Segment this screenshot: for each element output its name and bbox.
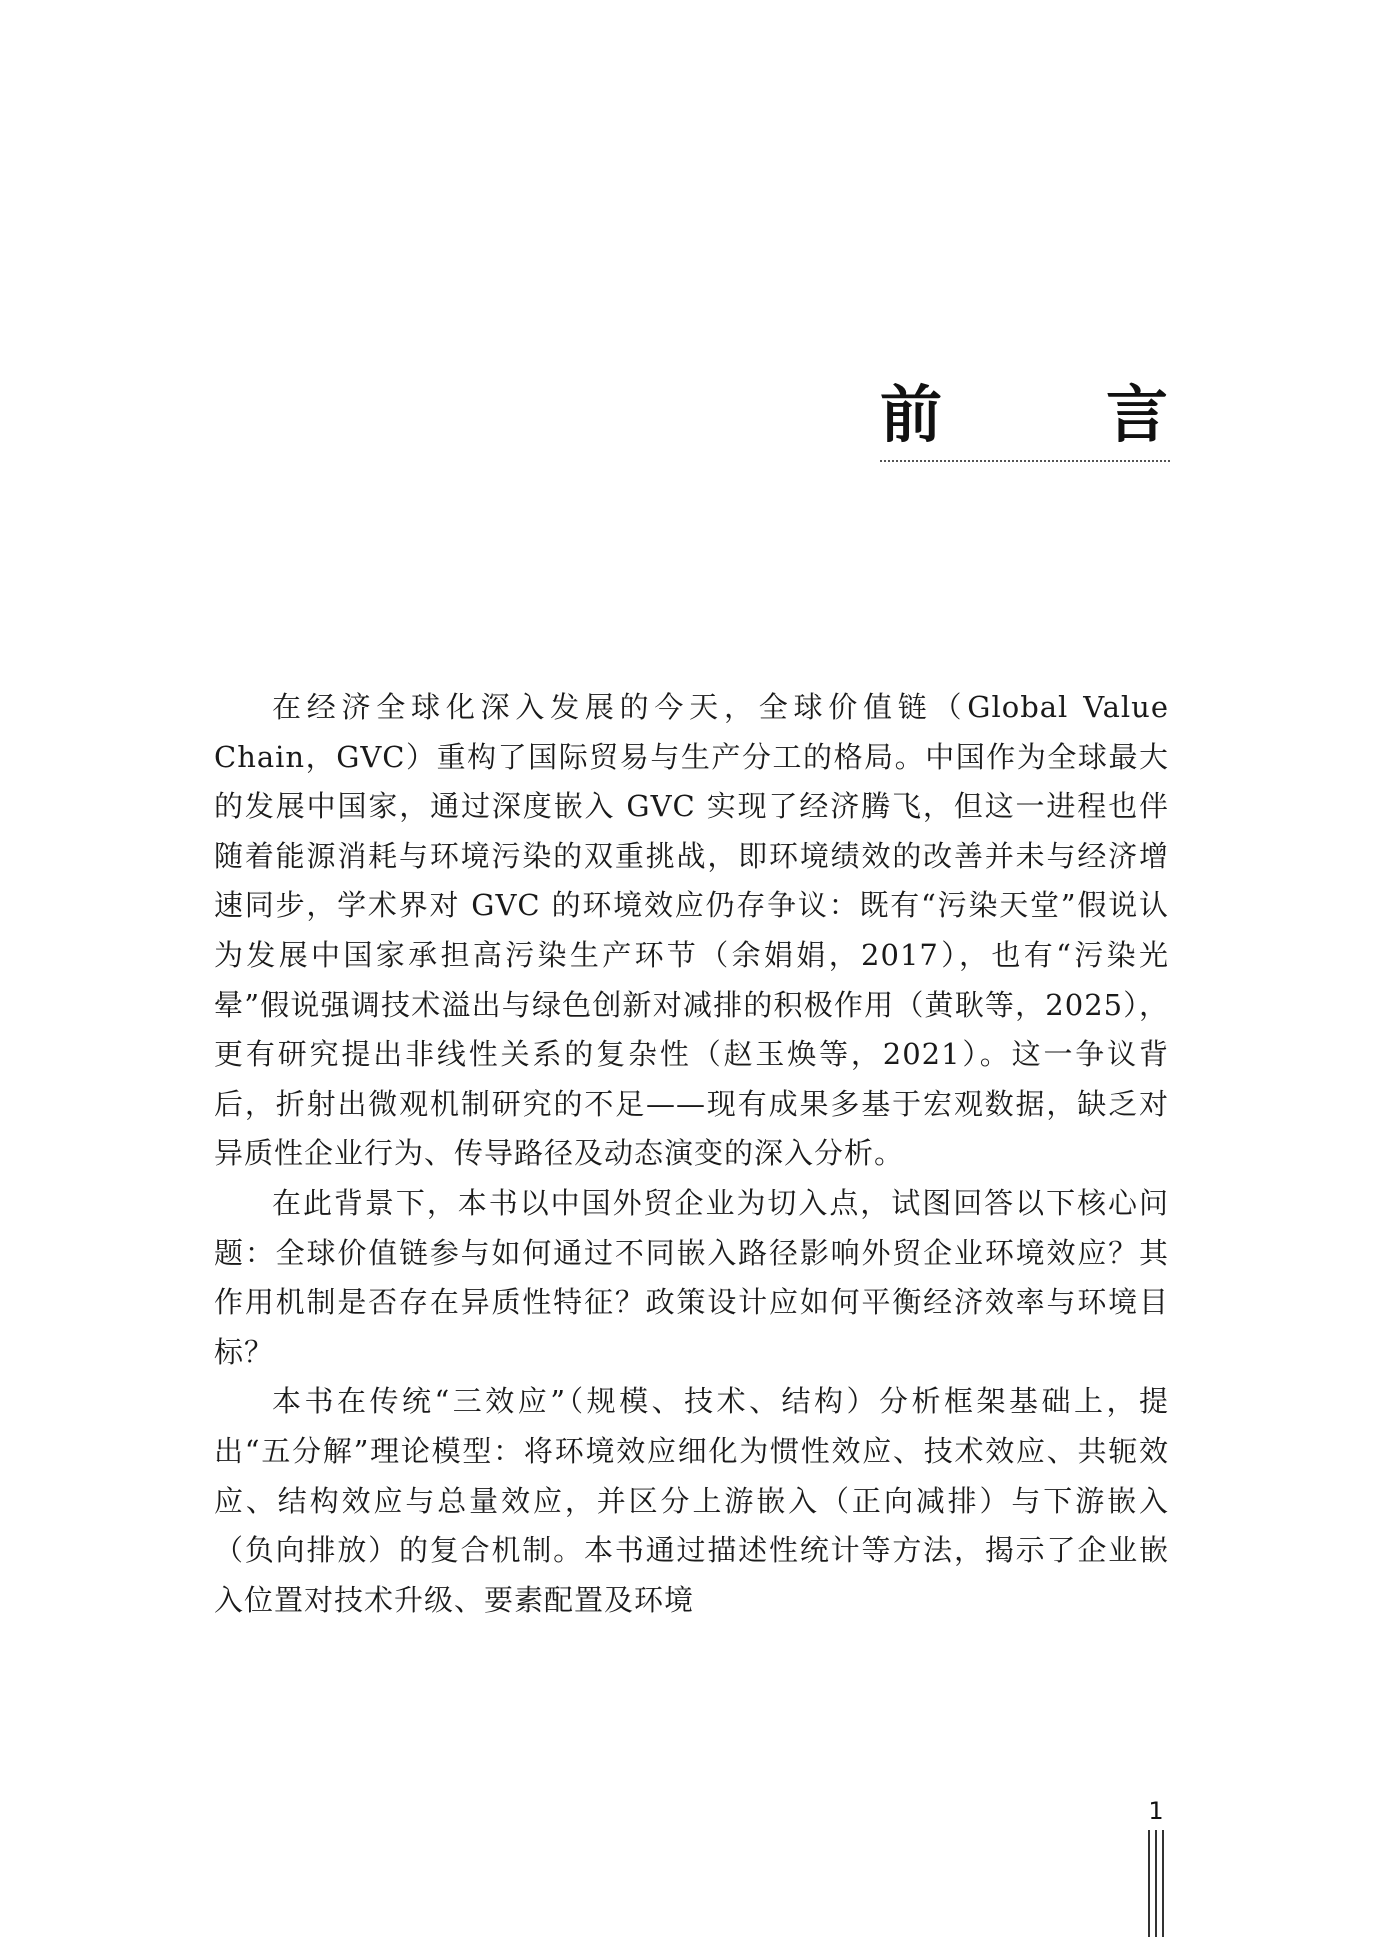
paragraph-1: 在经济全球化深入发展的今天，全球价值链（Global Value Chain，GVC）重构了国际贸易与生产分工的格局。中国作为全球最大的发展中国家，通过深度嵌入 GVC 实现了经济腾飞，但这一进程也伴随着能源消耗与环境污染的双重挑战，即环境绩效的改善并未与经济增速同步，学术界对 GVC 的环境效应仍存争议：既有“污染天堂”假说认为发展中国家承担高污染生产环节（余娟娟，2017），也有“污染光晕”假说强调技术溢出与绿色创新对减排的积极作用（黄耿等，2025），更有研究提出非线性关系的复杂性（赵玉焕等，2021）。这一争议背后，折射出微观机制研究的不足——现有成果多基于宏观数据，缺乏对异质性企业行为、传导路径及动态演变的深入分析。: [214, 690, 1169, 1171]
paragraph-3: 本书在传统“三效应”（规模、技术、结构）分析框架基础上，提出“五分解”理论模型：将环境效应细化为惯性效应、技术效应、共轭效应、结构效应与总量效应，并区分上游嵌入（正向减排）与下游嵌入（负向排放）的复合机制。本书通过描述性统计等方法，揭示了企业嵌入位置对技术升级、要素配置及环境: [214, 1384, 1169, 1617]
paragraph-2: 在此背景下，本书以中国外贸企业为切入点，试图回答以下核心问题：全球价值链参与如何通过不同嵌入路径影响外贸企业环境效应？其作用机制是否存在异质性特征？政策设计应如何平衡经济效率与环境目标？: [214, 1185, 1169, 1369]
title-dotted-rule: [880, 460, 1170, 462]
chapter-title-char-1: 前: [880, 378, 943, 451]
chapter-title: [880, 375, 1168, 455]
body-text: [214, 683, 1169, 1625]
edge-line: [1155, 1830, 1157, 1937]
edge-line: [1148, 1830, 1150, 1937]
chapter-title-char-2: 言: [1105, 378, 1168, 451]
page-number: 1: [1148, 1797, 1164, 1825]
edge-line: [1162, 1830, 1164, 1937]
page-edge-lines: [1146, 1830, 1166, 1937]
